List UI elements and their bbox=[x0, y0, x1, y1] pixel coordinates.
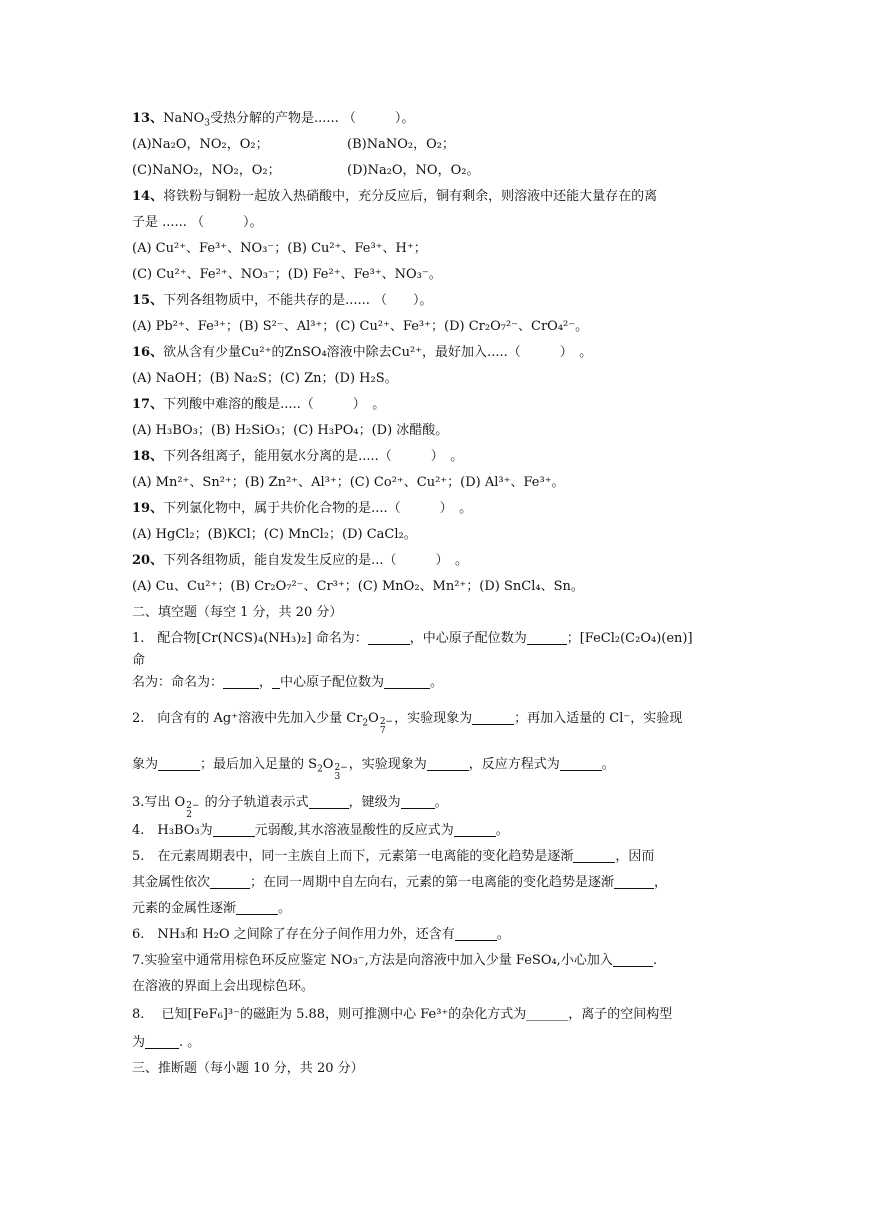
fill-text: 中心原子配位数为 bbox=[280, 675, 385, 690]
fill-text: 为 bbox=[132, 1035, 146, 1050]
fill-text: 4. H₃BO₃为 bbox=[132, 823, 213, 838]
question-text: 下列各组物质，能自发发生反应的是...（ ） 。 bbox=[163, 553, 468, 568]
question-text: NaNO bbox=[163, 111, 205, 126]
options: (A) HgCl₂；(B)KCl；(C) MnCl₂；(D) CaCl₂。 bbox=[132, 527, 417, 542]
question-number: 16、 bbox=[132, 345, 164, 360]
question-number: 15、 bbox=[132, 293, 164, 308]
fill-text: 名为：命名为： bbox=[132, 675, 224, 690]
fill-text: 命 bbox=[132, 653, 146, 668]
fill-text: ，因而 bbox=[615, 849, 655, 864]
options: (A) Cu、Cu²⁺；(B) Cr₂O₇²⁻、Cr³⁺；(C) MnO₂、Mn²⁺；(D) SnCl₄、Sn。 bbox=[132, 579, 584, 594]
fill-1 bbox=[132, 626, 744, 652]
fill-text: 。 bbox=[496, 927, 510, 942]
fill-text: 。 bbox=[430, 675, 444, 690]
fill-text: 。 bbox=[601, 757, 615, 772]
fill-text: 。 bbox=[434, 795, 448, 810]
fill-text: 7.实验室中通常用棕色环反应鉴定 NO₃⁻,方法是向溶液中加入少量 FeSO₄,小心加入 bbox=[132, 953, 613, 968]
question-15-options bbox=[132, 314, 744, 340]
fill-text: ， bbox=[654, 875, 668, 890]
question-13 bbox=[132, 106, 744, 132]
answer-blank[interactable] bbox=[368, 630, 410, 645]
subscript: 3 bbox=[204, 118, 210, 129]
frac-top: 2− bbox=[379, 717, 394, 727]
question-text: 子是 ...... （ ）。 bbox=[132, 215, 263, 230]
answer-blank[interactable] bbox=[573, 848, 615, 863]
question-19 bbox=[132, 496, 744, 522]
option-a: (A)Na₂O，NO₂，O₂； bbox=[132, 137, 269, 152]
fill-text: 其金属性依次 bbox=[132, 875, 211, 890]
question-14 bbox=[132, 184, 744, 210]
fill-text: 。 bbox=[495, 823, 509, 838]
question-13-options-row1 bbox=[132, 132, 744, 158]
fill-text: 5. 在元素周期表中，同一主族自上而下，元素第一电离能的变化趋势是逐渐 bbox=[132, 849, 574, 864]
fill-text: 3.写出 O bbox=[132, 795, 186, 810]
answer-blank[interactable] bbox=[455, 926, 497, 941]
subscript: 2 bbox=[317, 764, 323, 775]
question-20-options bbox=[132, 574, 744, 600]
fill-1-cont bbox=[132, 652, 744, 670]
fill-text: 2. 向含有的 Ag⁺溶液中先加入少量 Cr bbox=[132, 711, 363, 726]
answer-blank[interactable] bbox=[223, 674, 259, 689]
answer-blank[interactable] bbox=[158, 756, 200, 771]
fill-text: ；再加入适量的 Cl⁻，实验现 bbox=[514, 711, 683, 726]
fill-1-cont2 bbox=[132, 670, 744, 696]
fill-text: ， bbox=[259, 675, 273, 690]
fill-text: 象为 bbox=[132, 757, 159, 772]
question-number: 19、 bbox=[132, 501, 164, 516]
fill-text: ，离子的空间构型 bbox=[568, 1007, 673, 1022]
fill-2-cont bbox=[132, 742, 744, 788]
question-18-options bbox=[132, 470, 744, 496]
frac-top: 2− bbox=[334, 763, 348, 773]
fill-6 bbox=[132, 922, 744, 948]
question-18 bbox=[132, 444, 744, 470]
frac-bottom: 3 bbox=[334, 772, 341, 782]
option-c: (C)NaNO₂，NO₂，O₂； bbox=[132, 163, 281, 178]
question-19-options bbox=[132, 522, 744, 548]
question-text: 受热分解的产物是...... （ ）。 bbox=[210, 111, 415, 126]
charge-fraction bbox=[380, 718, 393, 736]
question-text: 欲从含有少量Cu²⁺的ZnSO₄溶液中除去Cu²⁺，最好加入.....（ ） 。 bbox=[163, 345, 593, 360]
question-14-options-row1 bbox=[132, 236, 744, 262]
fill-text: O bbox=[368, 711, 379, 726]
fill-7-cont bbox=[132, 974, 744, 1000]
options-cd: (C) Cu²⁺、Fe²⁺、NO₃⁻；(D) Fe²⁺、Fe³⁺、NO₃⁻。 bbox=[132, 267, 442, 282]
frac-bottom: 7 bbox=[379, 726, 386, 736]
options-ab: (A) Cu²⁺、Fe³⁺、NO₃⁻；(B) Cu²⁺、Fe³⁺、H⁺； bbox=[132, 241, 427, 256]
fill-4 bbox=[132, 818, 744, 844]
subscript: 2 bbox=[362, 718, 369, 729]
question-text: 将铁粉与铜粉一起放入热硝酸中，充分反应后，铜有剩余，则溶液中还能大量存在的离 bbox=[163, 189, 658, 204]
fill-text: 1. 配合物[Cr(NCS)₄(NH₃)₂] 命名为： bbox=[132, 631, 368, 646]
question-17-options bbox=[132, 418, 744, 444]
fill-2 bbox=[132, 696, 744, 742]
answer-blank[interactable] bbox=[472, 710, 514, 725]
option-b: (B)NaNO₂，O₂； bbox=[347, 137, 455, 152]
charge-fraction bbox=[334, 764, 347, 782]
question-16 bbox=[132, 340, 744, 366]
question-13-options-row2 bbox=[132, 158, 744, 184]
options: (A) Mn²⁺、Sn²⁺；(B) Zn²⁺、Al³⁺；(C) Co²⁺、Cu²⁺；(D) Al³⁺、Fe³⁺。 bbox=[132, 475, 565, 490]
answer-blank[interactable] bbox=[527, 630, 567, 645]
frac-bottom: 2 bbox=[186, 810, 192, 820]
fill-text: ；[FeCl₂(C₂O₄)(en)] bbox=[566, 631, 693, 646]
fill-text: ，实验现象为 bbox=[348, 757, 427, 772]
answer-blank[interactable] bbox=[272, 674, 280, 689]
fill-5 bbox=[132, 844, 744, 870]
options: (A) Pb²⁺、Fe³⁺；(B) S²⁻、Al³⁺；(C) Cu²⁺、Fe³⁺；(D) Cr₂O₇²⁻、CrO₄²⁻。 bbox=[132, 319, 589, 334]
fill-text: O bbox=[322, 757, 334, 772]
question-20 bbox=[132, 548, 744, 574]
question-14-options-row2 bbox=[132, 262, 744, 288]
answer-blank[interactable] bbox=[210, 874, 250, 889]
section-heading: 三、推断题（每小题 10 分，共 20 分） bbox=[132, 1061, 364, 1076]
fill-text: 元素的金属性逐渐 bbox=[132, 901, 237, 916]
answer-blank[interactable] bbox=[384, 674, 430, 689]
fill-text: ，实验现象为 bbox=[394, 711, 473, 726]
options: (A) H₃BO₃；(B) H₂SiO₃；(C) H₃PO₄；(D) 冰醋酸。 bbox=[132, 423, 449, 438]
question-number: 13、 bbox=[132, 111, 164, 126]
section-3-title bbox=[132, 1056, 744, 1082]
answer-blank[interactable] bbox=[145, 1034, 179, 1049]
fill-text: ，反应方程式为 bbox=[468, 757, 560, 772]
fill-7 bbox=[132, 948, 744, 974]
answer-blank[interactable] bbox=[526, 1006, 568, 1021]
question-number: 17、 bbox=[132, 397, 164, 412]
fill-text: 的分子轨道表示式 bbox=[200, 795, 309, 810]
fill-text: . 。 bbox=[179, 1035, 201, 1050]
question-15 bbox=[132, 288, 744, 314]
answer-blank[interactable] bbox=[427, 756, 469, 771]
question-text: 下列各组离子，能用氨水分离的是.....（ ） 。 bbox=[163, 449, 464, 464]
fill-text: . bbox=[652, 953, 657, 968]
answer-blank[interactable] bbox=[401, 794, 435, 809]
question-17 bbox=[132, 392, 744, 418]
answer-blank[interactable] bbox=[613, 952, 653, 967]
options: (A) NaOH；(B) Na₂S；(C) Zn；(D) H₂S。 bbox=[132, 371, 398, 386]
fill-text: ；最后加入足量的 S bbox=[200, 757, 318, 772]
fill-text: 6. NH₃和 H₂O 之间除了存在分子间作用力外，还含有 bbox=[132, 927, 455, 942]
frac-top: 2− bbox=[186, 801, 200, 811]
fill-text: ；在同一周期中自左向右，元素的第一电离能的变化趋势是逐渐 bbox=[250, 875, 615, 890]
fill-text: ，键级为 bbox=[348, 795, 401, 810]
fill-5-cont2 bbox=[132, 896, 744, 922]
question-number: 14、 bbox=[132, 189, 164, 204]
section-2-title bbox=[132, 600, 744, 626]
fill-8 bbox=[132, 1000, 744, 1030]
answer-blank[interactable] bbox=[560, 756, 602, 771]
fill-5-cont bbox=[132, 870, 744, 896]
fill-text: 在溶液的界面上会出现棕色环。 bbox=[132, 979, 315, 994]
question-14-cont bbox=[132, 210, 744, 236]
question-text: 下列酸中难溶的酸是.....（ ） 。 bbox=[163, 397, 386, 412]
answer-blank[interactable] bbox=[213, 822, 255, 837]
answer-blank[interactable] bbox=[454, 822, 496, 837]
fill-8-cont bbox=[132, 1030, 744, 1056]
fill-text: ，中心原子配位数为 bbox=[409, 631, 527, 646]
question-text: 下列氯化物中，属于共价化合物的是....（ ） 。 bbox=[163, 501, 473, 516]
question-text: 下列各组物质中，不能共存的是...... （ ）。 bbox=[163, 293, 433, 308]
fill-text: 8. 已知[FeF₆]³⁻的磁距为 5.88，则可推测中心 Fe³⁺的杂化方式为 bbox=[132, 1007, 527, 1022]
question-number: 18、 bbox=[132, 449, 164, 464]
answer-blank[interactable] bbox=[614, 874, 654, 889]
section-heading: 二、填空题（每空 1 分，共 20 分） bbox=[132, 605, 343, 620]
option-d: (D)Na₂O，NO，O₂。 bbox=[347, 163, 480, 178]
fill-3 bbox=[132, 788, 744, 818]
question-number: 20、 bbox=[132, 553, 164, 568]
question-16-options bbox=[132, 366, 744, 392]
answer-blank[interactable] bbox=[236, 900, 278, 915]
fill-text: 。 bbox=[278, 901, 292, 916]
fill-text: 元弱酸,其水溶液显酸性的反应式为 bbox=[254, 823, 454, 838]
exam-page bbox=[132, 106, 744, 1082]
answer-blank[interactable] bbox=[309, 794, 349, 809]
